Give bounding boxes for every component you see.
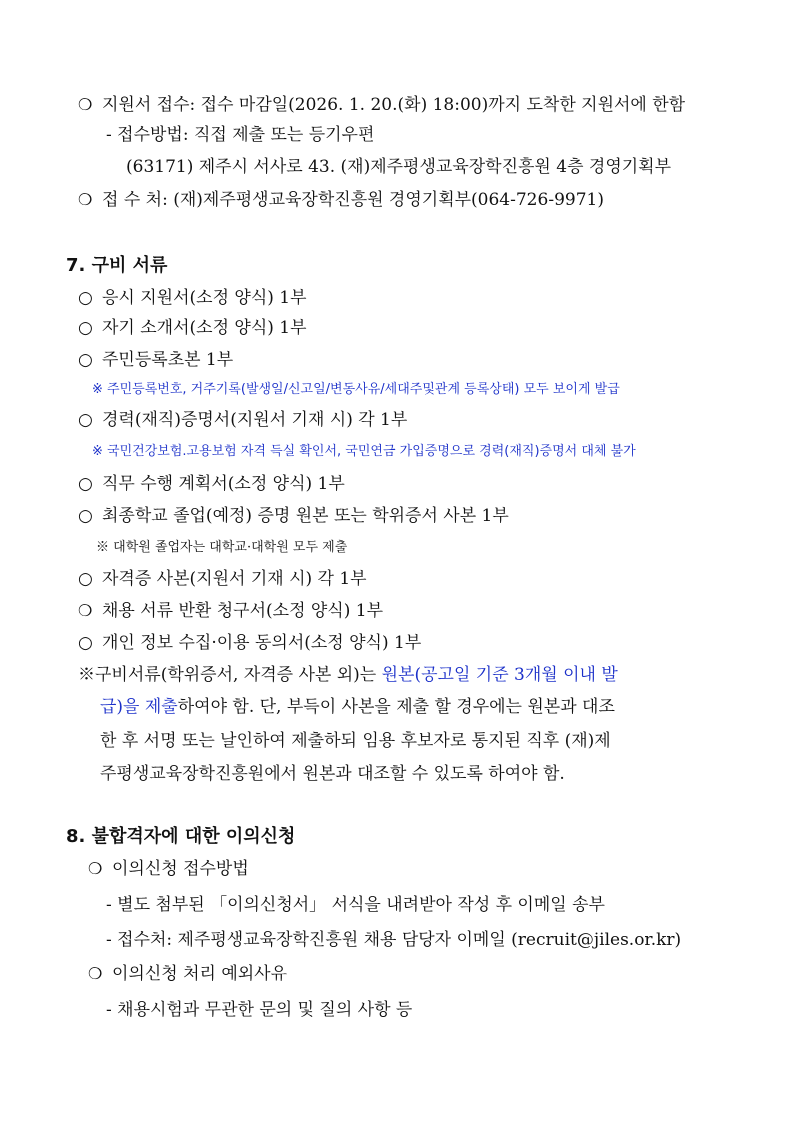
doc-item-text: 최종학교 졸업(예정) 증명 원본 또는 학위증서 사본 1부 (102, 506, 509, 526)
bullet-hollow-icon: ○ (78, 569, 93, 589)
remark-highlight-1: 원본(공고일 기준 3개월 이내 발 (381, 665, 618, 685)
remark-line-3: 한 후 서명 또는 날인하여 제출하되 임용 후보자로 통지된 직후 (재)제 (100, 731, 611, 751)
reception-address: (63171) 제주시 서사로 43. (재)제주평생교육장학진흥원 4층 경영기획부 (126, 157, 672, 177)
remark-rest: 하여야 함. 단, 부득이 사본을 제출 할 경우에는 원본과 대조 (177, 697, 615, 717)
bullet-filled-icon: ❍ (78, 95, 93, 114)
bullet-filled-icon: ❍ (78, 190, 93, 209)
remark-line-1 (78, 663, 618, 687)
bullet-filled-icon: ❍ (78, 601, 93, 620)
section7-title: 7. 구비 서류 (66, 255, 168, 276)
reception-office-line (78, 188, 604, 212)
appeal-method-detail-2: - 접수처: 제주평생교육장학진흥원 채용 담당자 이메일 (recruit@jiles.or.kr) (106, 930, 682, 950)
doc-item-text: 응시 지원서(소정 양식) 1부 (102, 288, 307, 308)
reception-office-text: 접 수 처: (재)제주평생교육장학진흥원 경영기획부(064-726-9971) (102, 190, 604, 210)
bullet-filled-icon: ❍ (88, 964, 103, 983)
doc-item-text: 직무 수행 계획서(소정 양식) 1부 (102, 474, 345, 494)
doc-item-text: 채용 서류 반환 청구서(소정 양식) 1부 (102, 601, 384, 621)
doc-item-4 (78, 408, 407, 432)
bullet-hollow-icon: ○ (78, 350, 93, 370)
appeal-exception-text: 이의신청 처리 예외사유 (112, 964, 288, 984)
doc-item-3 (78, 348, 233, 372)
remark-prefix: ※구비서류(학위증서, 자격증 사본 외)는 (78, 665, 382, 685)
doc-item-7 (78, 567, 367, 591)
bullet-hollow-icon: ○ (78, 506, 93, 526)
section8-title: 8. 불합격자에 대한 이의신청 (66, 826, 296, 847)
doc-note-6: ※ 대학원 졸업자는 대학교·대학원 모두 제출 (96, 540, 348, 555)
remark-line-4: 주평생교육장학진흥원에서 원본과 대조할 수 있도록 하여야 함. (100, 764, 565, 784)
bullet-hollow-icon: ○ (78, 633, 93, 653)
doc-item-text: 주민등록초본 1부 (102, 350, 234, 370)
doc-item-1 (78, 286, 307, 310)
appeal-method-text: 이의신청 접수방법 (112, 859, 249, 879)
doc-item-5 (78, 472, 345, 496)
remark-highlight-2: 급)을 제출 (100, 697, 178, 717)
bullet-hollow-icon: ○ (78, 474, 93, 494)
doc-item-text: 자격증 사본(지원서 기재 시) 각 1부 (102, 569, 367, 589)
appeal-exception-detail: - 채용시험과 무관한 문의 및 질의 사항 등 (106, 1000, 413, 1020)
doc-item-2 (78, 316, 307, 340)
reception-method: - 접수방법: 직접 제출 또는 등기우편 (106, 125, 375, 145)
doc-item-text: 자기 소개서(소정 양식) 1부 (102, 318, 307, 338)
doc-item-8 (78, 599, 383, 623)
doc-item-9 (78, 631, 421, 655)
appeal-method-heading (88, 857, 249, 881)
reception-line (78, 93, 685, 117)
bullet-filled-icon: ❍ (88, 859, 103, 878)
reception-deadline-text: 지원서 접수: 접수 마감일(2026. 1. 20.(화) 18:00)까지 도착한 지원서에 한함 (102, 95, 686, 115)
remark-line-2 (100, 695, 615, 719)
doc-item-text: 경력(재직)증명서(지원서 기재 시) 각 1부 (102, 410, 408, 430)
bullet-hollow-icon: ○ (78, 410, 93, 430)
doc-note-3: ※ 주민등록번호, 거주기록(발생일/신고일/변동사유/세대주및관계 등록상태) 모두 보이게 발급 (92, 382, 620, 397)
appeal-method-detail-1: - 별도 첨부된 「이의신청서」 서식을 내려받아 작성 후 이메일 송부 (106, 895, 605, 915)
doc-item-6 (78, 504, 509, 528)
doc-note-4: ※ 국민건강보험.고용보험 자격 득실 확인서, 국민연금 가입증명으로 경력(재직)증명서 대체 불가 (92, 444, 636, 459)
bullet-hollow-icon: ○ (78, 288, 93, 308)
appeal-exception-heading (88, 962, 287, 986)
doc-item-text: 개인 정보 수집·이용 동의서(소정 양식) 1부 (102, 633, 422, 653)
bullet-hollow-icon: ○ (78, 318, 93, 338)
